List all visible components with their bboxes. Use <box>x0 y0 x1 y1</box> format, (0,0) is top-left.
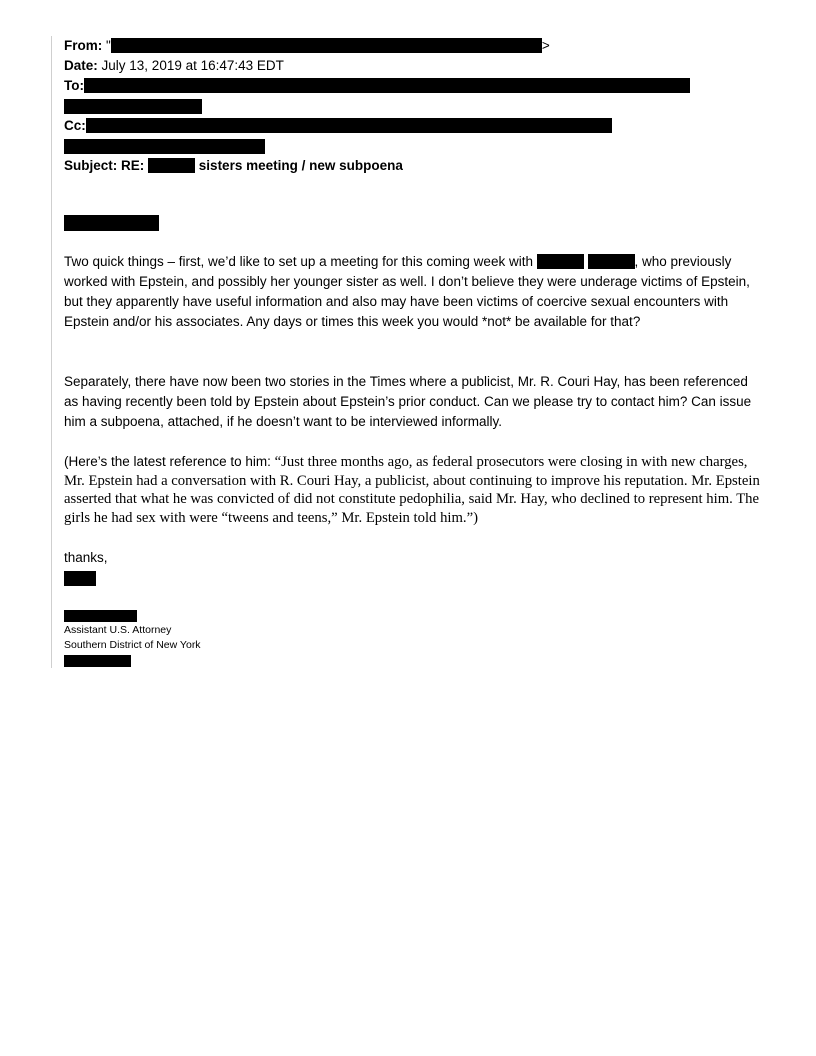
redaction-sender <box>64 571 96 586</box>
redaction-sig-contact <box>64 655 131 667</box>
redaction <box>588 254 635 269</box>
subject-label: Subject: RE: <box>64 158 145 173</box>
redaction <box>84 78 690 93</box>
redaction-salutation <box>64 215 159 231</box>
redaction <box>86 118 612 133</box>
paragraph-2: Separately, there have now been two stories in the Times where a publicist, Mr. R. Couri Hay, has been referenced as having recently been told by Epstein about Epstein’s prior conduct. Can we please try to contact him? Can issue him a subpoena, attached, if he doesn’t want to be interviewed informally. <box>64 374 752 429</box>
redaction <box>111 38 542 53</box>
p3-quote: “Just three months ago, as federal prosecutors were closing in with new charges, Mr. Epstein had a conversation with R. Couri Hay, a publicist, about continuing to improve his reputation. Mr. Epstein asserted that what he was convicted of did not constitute pedophilia, said Mr. Hay, who declined to represent him. The girls he had sex with were “tweens and teens,” Mr. Epstein told him.”) <box>64 454 760 526</box>
p3-open: (Here’s the latest reference to him: <box>64 454 275 469</box>
redaction <box>537 254 584 269</box>
cc-line <box>64 116 612 136</box>
redaction-sig-name <box>64 610 137 622</box>
signature-office: Southern District of New York <box>64 639 201 651</box>
date-value: July 13, 2019 at 16:47:43 EDT <box>101 58 284 73</box>
p1-text-rest: previously worked with Epstein, and possibly her younger sister as well. I don’t believe they were underage victims of Epstein, but they apparently have useful information and also may have been victims of coercive sexual encounters with Epstein and/or his associates. Any days or times this week you would *not* be available for that? <box>64 254 750 329</box>
subject-text: sisters meeting / new subpoena <box>198 158 403 173</box>
paragraph-3 <box>64 453 764 527</box>
cc-label: Cc: <box>64 118 86 133</box>
from-label: From: <box>64 38 103 53</box>
from-prefix: " <box>106 38 111 53</box>
closing: thanks, <box>64 550 108 565</box>
subject-line <box>64 156 403 176</box>
date-line <box>64 56 284 76</box>
paragraph-1 <box>64 252 764 332</box>
p1-text-a: Two quick things – first, we’d like to set up a meeting for this coming week with <box>64 254 533 269</box>
redaction <box>148 158 195 173</box>
signature-title: Assistant U.S. Attorney <box>64 624 172 636</box>
to-line <box>64 76 690 96</box>
to-label: To: <box>64 78 84 93</box>
redaction <box>64 99 202 114</box>
date-label: Date: <box>64 58 98 73</box>
redaction <box>64 139 265 154</box>
from-suffix: > <box>541 38 550 53</box>
quote-bar <box>51 36 52 668</box>
from-line <box>64 36 550 56</box>
p1-text-b: , who <box>634 254 667 269</box>
